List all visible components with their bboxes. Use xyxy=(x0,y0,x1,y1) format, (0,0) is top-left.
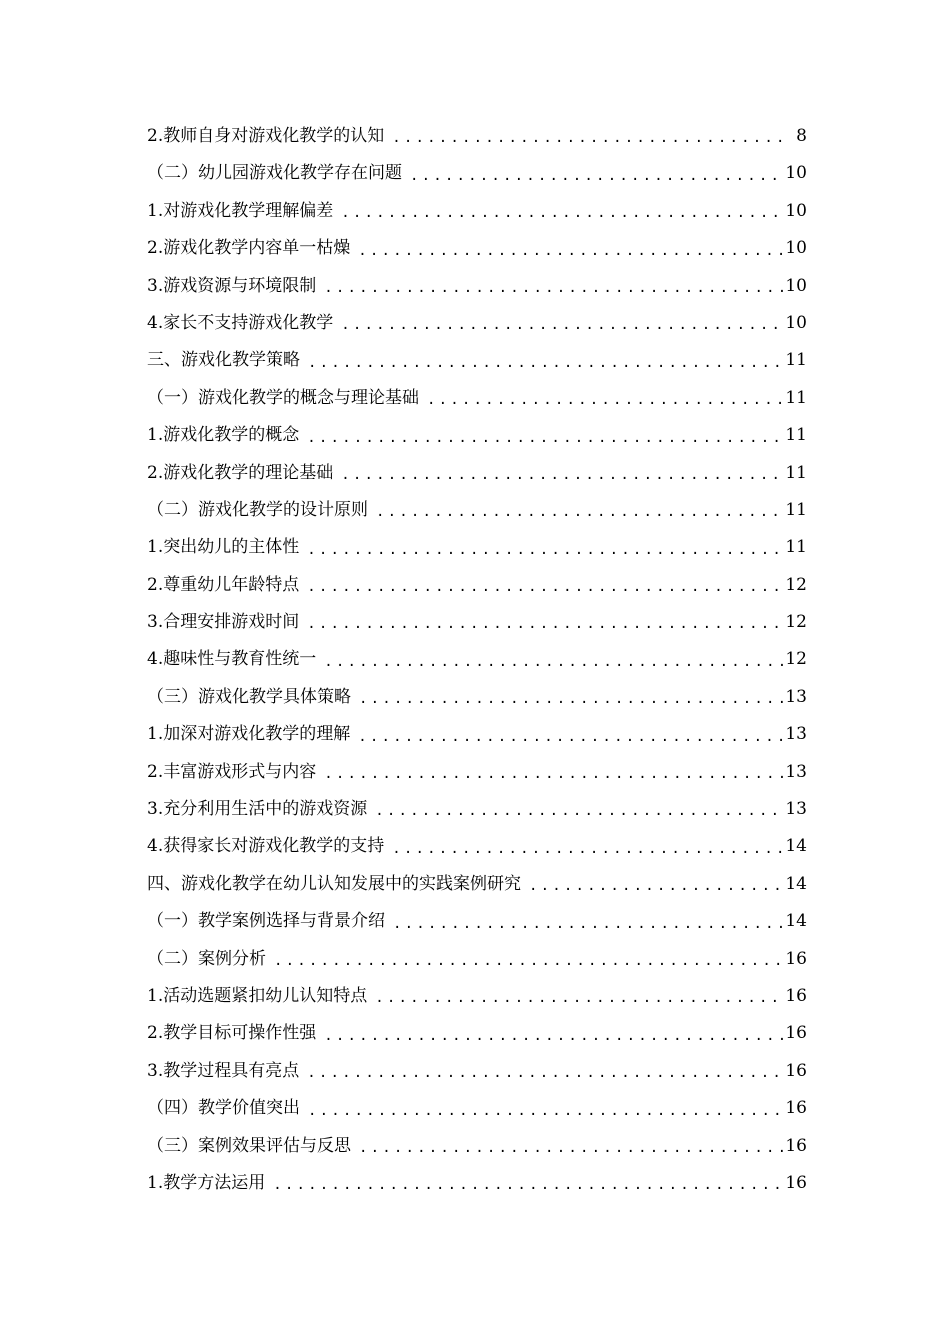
toc-page-number: 14 xyxy=(785,873,807,894)
toc-page-number: 16 xyxy=(785,985,807,1006)
toc-page-number: 11 xyxy=(785,462,807,483)
toc-entry-title: 4.趣味性与教育性统一 xyxy=(147,649,317,670)
toc-entry-title: 2.尊重幼儿年龄特点 xyxy=(147,574,300,595)
dot-leader xyxy=(300,1096,785,1126)
toc-entry[interactable] xyxy=(147,903,807,940)
toc-page-number: 16 xyxy=(785,1135,807,1156)
toc-page-number: 11 xyxy=(785,499,807,520)
toc-entry[interactable] xyxy=(147,1090,807,1127)
toc-page-number: 13 xyxy=(785,761,807,782)
toc-page-number: 13 xyxy=(785,724,807,745)
toc-page-number: 11 xyxy=(785,537,807,558)
dot-leader xyxy=(299,572,785,602)
toc-entry[interactable] xyxy=(147,193,807,230)
toc-entry-title: 1.突出幼儿的主体性 xyxy=(147,537,300,558)
toc-page-number: 10 xyxy=(785,200,807,221)
toc-page-number: 13 xyxy=(785,686,807,707)
toc-entry-title: 2.游戏化教学的理论基础 xyxy=(147,462,334,483)
dot-leader xyxy=(385,909,785,939)
toc-entry-title: （二）游戏化教学的设计原则 xyxy=(147,499,368,520)
dot-leader xyxy=(299,1058,785,1088)
toc-entry-title: 1.教学方法运用 xyxy=(147,1172,266,1193)
toc-entry-title: 3.教学过程具有亮点 xyxy=(147,1060,300,1081)
toc-entry[interactable] xyxy=(147,230,807,267)
toc-entry-title: 1.活动选题紧扣幼儿认知特点 xyxy=(147,985,368,1006)
toc-page-number: 11 xyxy=(785,350,807,371)
dot-leader xyxy=(350,722,785,752)
toc-page-number: 11 xyxy=(785,387,807,408)
toc-page-number: 12 xyxy=(785,649,807,670)
dot-leader xyxy=(333,460,785,490)
dot-leader xyxy=(333,310,785,340)
toc-entry[interactable] xyxy=(147,1165,807,1202)
table-of-contents xyxy=(147,118,807,1202)
toc-entry-title: （一）教学案例选择与背景介绍 xyxy=(147,911,385,932)
toc-entry[interactable] xyxy=(147,417,807,454)
dot-leader xyxy=(368,497,785,527)
toc-entry-title: 3.合理安排游戏时间 xyxy=(147,612,300,633)
dot-leader xyxy=(367,796,785,826)
toc-entry-title: 三、游戏化教学策略 xyxy=(147,350,300,371)
toc-entry[interactable] xyxy=(147,828,807,865)
toc-entry-title: （二）幼儿园游戏化教学存在问题 xyxy=(147,163,402,184)
toc-entry-title: 1.加深对游戏化教学的理解 xyxy=(147,724,351,745)
dot-leader xyxy=(316,273,785,303)
toc-page-number: 16 xyxy=(785,1172,807,1193)
toc-entry[interactable] xyxy=(147,1053,807,1090)
toc-entry-title: 2.教师自身对游戏化教学的认知 xyxy=(147,125,385,146)
dot-leader xyxy=(333,198,785,228)
toc-entry[interactable] xyxy=(147,754,807,791)
dot-leader xyxy=(316,647,785,677)
toc-entry-title: （一）游戏化教学的概念与理论基础 xyxy=(147,387,419,408)
toc-page-number: 10 xyxy=(785,238,807,259)
dot-leader xyxy=(384,834,785,864)
toc-entry-title: 4.家长不支持游戏化教学 xyxy=(147,312,334,333)
toc-entry[interactable] xyxy=(147,978,807,1015)
toc-entry[interactable] xyxy=(147,529,807,566)
toc-entry-title: 2.游戏化教学内容单一枯燥 xyxy=(147,238,351,259)
toc-entry-title: 1.游戏化教学的概念 xyxy=(147,425,300,446)
toc-entry[interactable] xyxy=(147,455,807,492)
toc-page-number: 10 xyxy=(785,312,807,333)
dot-leader xyxy=(350,236,785,266)
toc-entry[interactable] xyxy=(147,641,807,678)
toc-entry[interactable] xyxy=(147,567,807,604)
toc-page-number: 13 xyxy=(785,799,807,820)
toc-page-number: 16 xyxy=(785,1060,807,1081)
toc-entry[interactable] xyxy=(147,268,807,305)
toc-entry[interactable] xyxy=(147,1015,807,1052)
dot-leader xyxy=(316,1021,785,1051)
toc-entry[interactable] xyxy=(147,118,807,155)
dot-leader xyxy=(351,1133,785,1163)
toc-page-number: 10 xyxy=(785,163,807,184)
dot-leader xyxy=(300,348,785,378)
toc-entry[interactable] xyxy=(147,1128,807,1165)
toc-entry-title: （二）案例分析 xyxy=(147,948,266,969)
dot-leader xyxy=(367,983,785,1013)
toc-entry-title: （三）案例效果评估与反思 xyxy=(147,1135,351,1156)
toc-page-number: 10 xyxy=(785,275,807,296)
toc-entry-title: 3.游戏资源与环境限制 xyxy=(147,275,317,296)
toc-entry[interactable] xyxy=(147,791,807,828)
dot-leader xyxy=(299,423,785,453)
toc-entry-title: （三）游戏化教学具体策略 xyxy=(147,686,351,707)
toc-entry[interactable] xyxy=(147,492,807,529)
dot-leader xyxy=(299,609,785,639)
toc-entry[interactable] xyxy=(147,716,807,753)
toc-entry-title: 2.教学目标可操作性强 xyxy=(147,1023,317,1044)
toc-entry-title: 2.丰富游戏形式与内容 xyxy=(147,761,317,782)
toc-entry[interactable] xyxy=(147,305,807,342)
toc-entry-title: 4.获得家长对游戏化教学的支持 xyxy=(147,836,385,857)
dot-leader xyxy=(299,535,785,565)
dot-leader xyxy=(521,871,785,901)
toc-entry-title: 3.充分利用生活中的游戏资源 xyxy=(147,799,368,820)
dot-leader xyxy=(266,946,785,976)
toc-entry[interactable] xyxy=(147,941,807,978)
toc-page-number: 8 xyxy=(796,125,807,146)
toc-page-number: 14 xyxy=(785,911,807,932)
toc-entry[interactable] xyxy=(147,866,807,903)
toc-entry[interactable] xyxy=(147,679,807,716)
toc-entry[interactable] xyxy=(147,155,807,192)
toc-entry[interactable] xyxy=(147,604,807,641)
dot-leader xyxy=(384,123,787,153)
dot-leader xyxy=(351,684,785,714)
toc-page-number: 16 xyxy=(785,1098,807,1119)
toc-page-number: 16 xyxy=(785,948,807,969)
toc-entry[interactable] xyxy=(147,342,807,379)
dot-leader xyxy=(316,759,785,789)
toc-page-number: 11 xyxy=(785,425,807,446)
dot-leader xyxy=(419,385,785,415)
toc-page-number: 12 xyxy=(785,612,807,633)
toc-entry-title: 四、游戏化教学在幼儿认知发展中的实践案例研究 xyxy=(147,873,521,894)
toc-entry[interactable] xyxy=(147,380,807,417)
dot-leader xyxy=(265,1170,785,1200)
toc-page-number: 14 xyxy=(785,836,807,857)
toc-page-number: 12 xyxy=(785,574,807,595)
toc-page-number: 16 xyxy=(785,1023,807,1044)
toc-entry-title: 1.对游戏化教学理解偏差 xyxy=(147,200,334,221)
dot-leader xyxy=(402,161,785,191)
toc-entry-title: （四）教学价值突出 xyxy=(147,1098,300,1119)
